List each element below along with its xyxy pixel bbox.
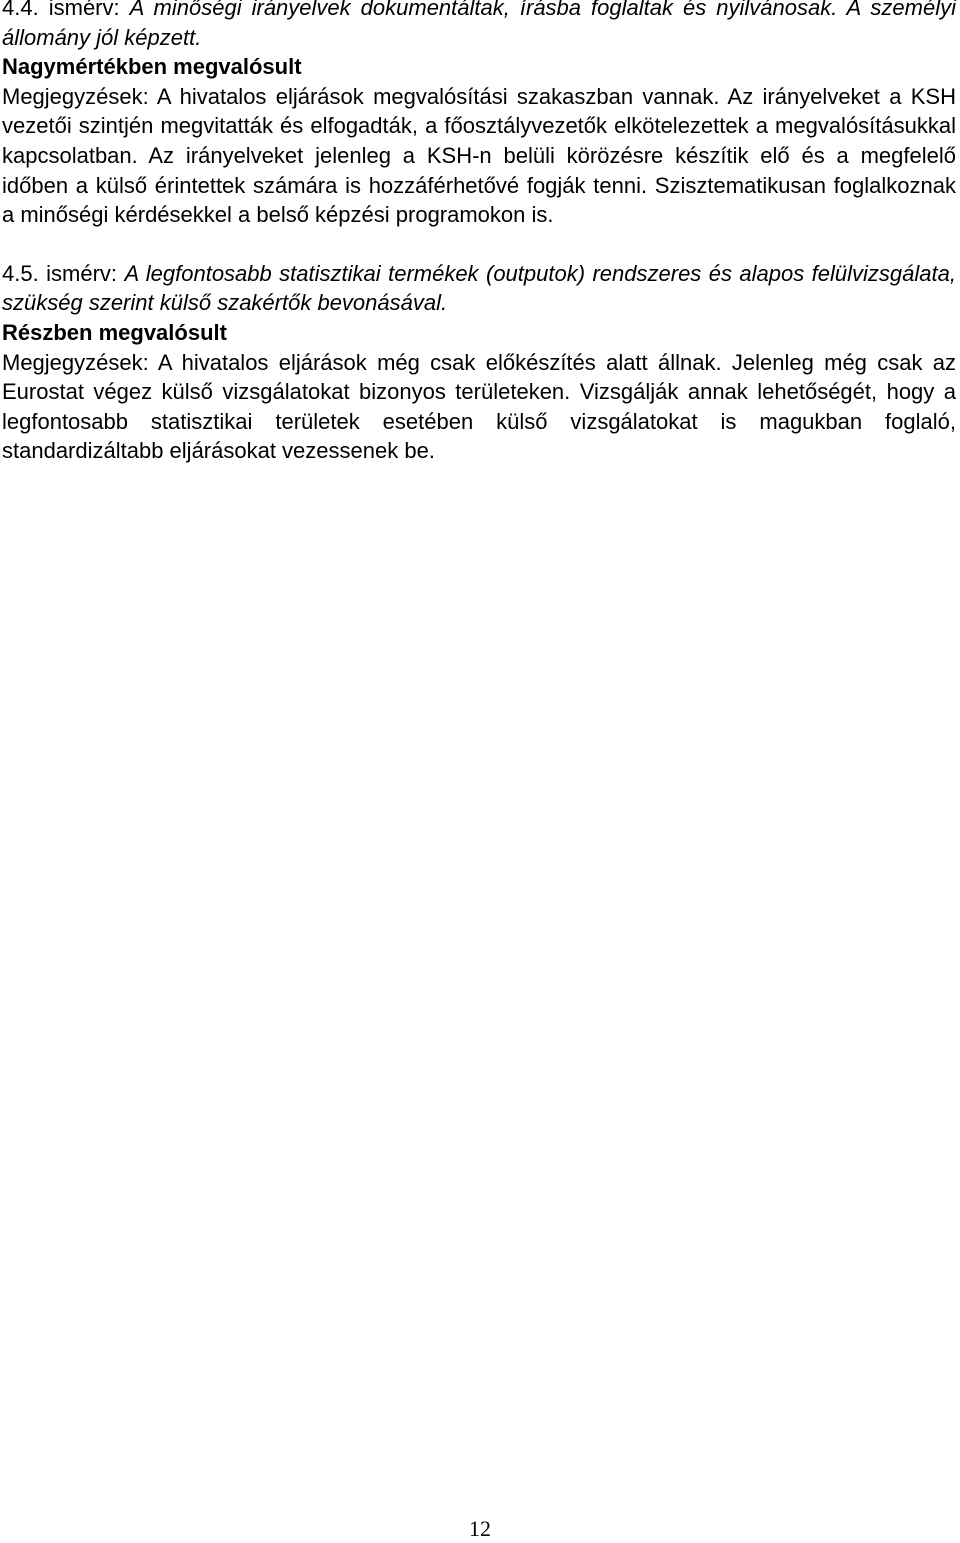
page-content — [2, 0, 956, 466]
page-number: 12 — [469, 1516, 491, 1541]
criterion-4-4-notes: Megjegyzések: A hivatalos eljárások megvalósítási szakaszban vannak. Az irányelveket a KSH vezetői szintjén megvitatták és elfogadták, a főosztályvezetők elkötelezettek a megvalósításukkal kapcsolatban. Az irányelveket jelenleg a KSH-n belüli körözésre készítik elő és a megfelelő időben a külső érintettek számára is hozzáférhetővé fogják tenni. Szisztematikusan foglalkoznak a minőségi kérdésekkel a belső képzési programokon is. — [2, 83, 956, 228]
criterion-4-5-title — [2, 259, 956, 318]
criterion-4-4-status: Nagymértékben megvalósult — [2, 54, 302, 80]
criterion-4-5 — [2, 259, 956, 466]
criterion-4-4-label: ismérv: — [48, 0, 120, 20]
section-spacer — [2, 230, 956, 259]
criterion-4-5-status: Részben megvalósult — [2, 319, 227, 345]
criterion-4-4 — [2, 0, 956, 230]
criterion-4-4-text: A minőségi irányelvek dokumentáltak, írásba foglaltak és nyilvánosak. A személyi állomány jól képzett. — [2, 0, 956, 50]
criterion-4-5-number: 4.5. — [2, 260, 39, 286]
criterion-4-5-notes: Megjegyzések: A hivatalos eljárások még csak előkészítés alatt állnak. Jelenleg még csak az Eurostat végez külső vizsgálatokat bizonyos területeken. Vizsgálják annak lehetőségét, hogy a legfontosabb statisztikai területek esetében külső vizsgálatokat is magukban foglaló, standardizáltabb eljárásokat vezessenek be. — [2, 349, 956, 464]
criterion-4-4-title — [2, 0, 956, 52]
criterion-4-5-label: ismérv: — [46, 260, 118, 286]
criterion-4-5-text: A legfontosabb statisztikai termékek (outputok) rendszeres és alapos felülvizsgálata, szükség szerint külső szakértők bevonásával. — [2, 260, 956, 316]
criterion-4-4-number: 4.4. — [2, 0, 39, 20]
